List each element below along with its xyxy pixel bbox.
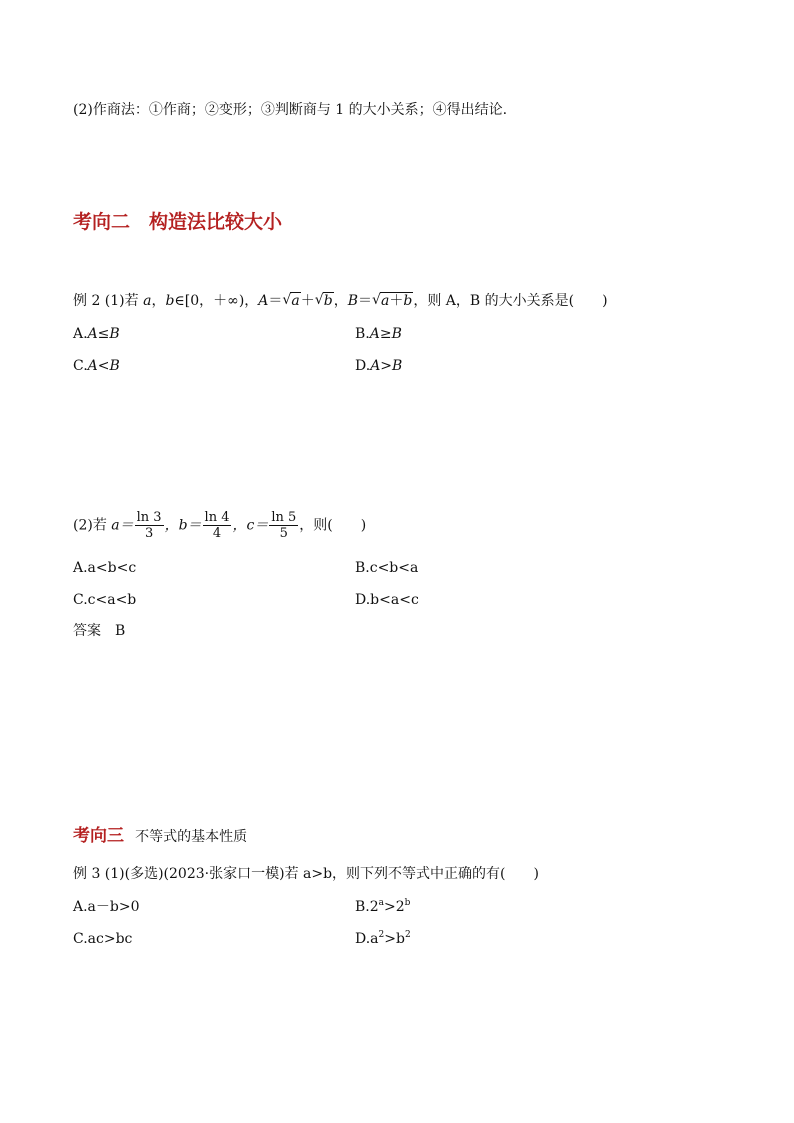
comma: ， <box>333 293 348 309</box>
ex2-q1-stem <box>73 292 608 310</box>
ex3-option-d[interactable] <box>355 930 411 948</box>
opt-letter: B. <box>355 326 370 342</box>
ex2-q1-label: 例 2 (1)若 <box>73 293 144 309</box>
opt-mid: >b <box>384 931 405 947</box>
ex2-q2-option-c[interactable]: C.c<a<b <box>73 592 137 608</box>
frac-den: 3 <box>144 526 154 541</box>
var-b: b <box>165 293 175 309</box>
method-steps: ①作商；②变形；③判断商与 1 的大小关系；④得出结论. <box>148 102 508 118</box>
sqrt-a-var: a <box>291 293 300 309</box>
opt-text: A≥B <box>369 326 402 342</box>
sqrt-b-var: b <box>323 293 333 309</box>
opt-letter: D. <box>355 358 371 374</box>
ex2-q2-stem <box>73 510 366 541</box>
answer-label: 答案 <box>73 623 101 639</box>
opt-letter: C. <box>73 358 88 374</box>
section-heading-3 <box>73 825 247 847</box>
frac-den: 5 <box>279 526 288 541</box>
opt-mid: >2 <box>384 899 405 915</box>
frac-num: ln 3 <box>136 510 162 525</box>
ex2-q1-option-a[interactable] <box>73 325 120 343</box>
ex2-q1-option-b[interactable] <box>355 325 402 343</box>
sqrt-ab-plus: ＋ <box>389 293 404 309</box>
ex3-option-c[interactable]: C.ac>bc <box>73 931 133 947</box>
fraction-ln4 <box>203 510 232 541</box>
plus: ＋ <box>300 293 315 309</box>
opt-exp2: b <box>404 898 411 908</box>
eq: ＝ <box>268 293 283 309</box>
sqrt-a: √ a <box>282 292 300 309</box>
ex2-q2-option-d[interactable]: D.b<a<c <box>355 592 419 608</box>
opt-base: D.a <box>355 931 379 947</box>
method-prefix: (2)作商法： <box>73 102 149 118</box>
ex3-option-b[interactable] <box>355 898 410 916</box>
sqrt-ab-a: a <box>381 293 390 309</box>
var-a-eq: a＝ <box>111 517 134 534</box>
answer-line <box>73 622 125 640</box>
frac-num: ln 4 <box>204 510 230 525</box>
var-b-eq: ，b＝ <box>164 517 202 534</box>
method-line <box>73 101 507 119</box>
frac-den: 4 <box>212 526 222 541</box>
opt-exp: 2 <box>378 930 385 940</box>
ex2-q2-option-b[interactable]: B.c<b<a <box>355 560 419 576</box>
var-c-eq: ，c＝ <box>232 517 269 534</box>
answer-value: B <box>115 623 126 639</box>
ex2-q1-option-d[interactable] <box>355 357 402 375</box>
ex2-q1-tail: ，则 A，B 的大小关系是( ) <box>413 293 608 309</box>
section-heading-2: 考向二 构造法比较大小 <box>73 211 283 233</box>
opt-text: A<B <box>87 358 120 374</box>
ex2-q1-option-c[interactable] <box>73 357 120 375</box>
opt-base: B.2 <box>355 899 379 915</box>
opt-exp2: 2 <box>404 930 411 940</box>
fraction-ln3 <box>135 510 164 541</box>
range: ∈[0，＋∞)， <box>174 293 259 309</box>
section3-title: 考向三 <box>73 826 124 846</box>
fraction-ln5 <box>269 510 298 541</box>
var-A: A <box>258 293 269 309</box>
eq2: ＝ <box>358 293 373 309</box>
sqrt-b: √ b <box>314 292 333 309</box>
opt-exp: a <box>378 898 385 908</box>
sqrt-ab-b: b <box>403 293 413 309</box>
section3-subtitle: 不等式的基本性质 <box>135 829 248 845</box>
sqrt-a-plus-b: √ a＋b <box>372 292 413 309</box>
frac-num: ln 5 <box>271 510 297 525</box>
opt-text: A≤B <box>87 326 120 342</box>
sep: ， <box>151 293 166 309</box>
var-a: a <box>143 293 152 309</box>
ex2-q2-option-a[interactable]: A.a<b<c <box>73 560 137 576</box>
ex2-q2-tail: ，则( ) <box>299 517 367 534</box>
opt-letter: A. <box>73 326 88 342</box>
opt-text: A>B <box>370 358 403 374</box>
ex2-q2-label: (2)若 <box>73 517 112 534</box>
var-B: B <box>347 293 359 309</box>
ex3-stem: 例 3 (1)(多选)(2023·张家口一模)若 a>b，则下列不等式中正确的有( ) <box>73 866 539 882</box>
ex3-option-a[interactable]: A.a－b>0 <box>73 899 140 915</box>
